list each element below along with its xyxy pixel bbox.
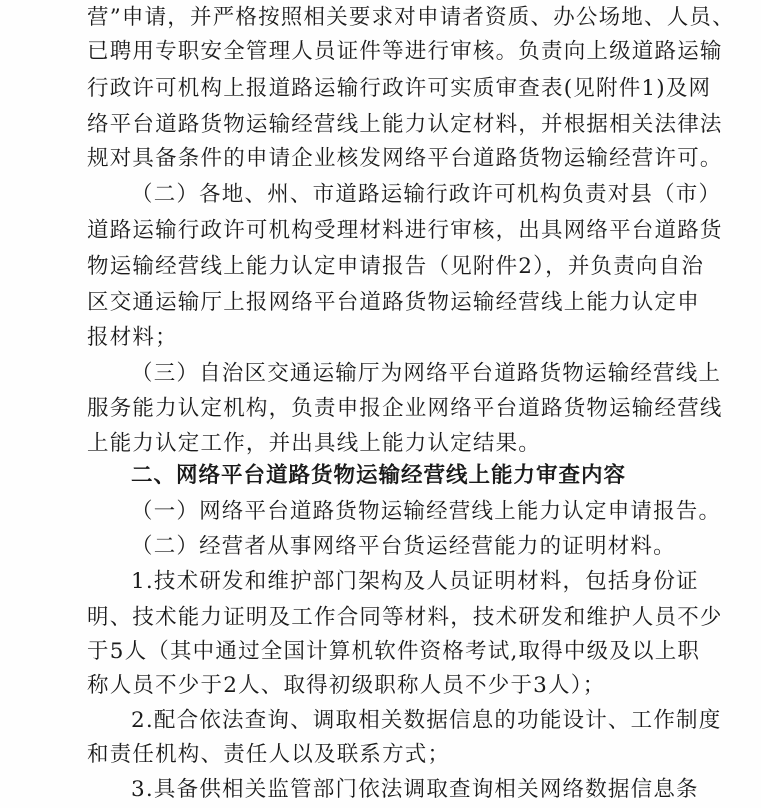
text-line: 服务能力认定机构，负责申报企业网络平台道路货物运输经营线 bbox=[87, 396, 723, 421]
text-line: 上能力认定工作，并出具线上能力认定结果。 bbox=[87, 431, 542, 456]
text-line: 3.具备供相关监管部门依法调取查询相关网络数据信息条 bbox=[131, 777, 699, 802]
text-line: 报材料； bbox=[87, 325, 178, 350]
text-line: （二）各地、州、市道路运输行政许可机构负责对县（市） bbox=[131, 182, 722, 207]
text-line: 明、技术能力证明及工作合同等材料，技术研发和维护人员不少 bbox=[87, 605, 723, 630]
text-line: 营”申请，并严格按照相关要求对申请者资质、办公场地、人员、 bbox=[87, 5, 735, 30]
text-line: 于5人（其中通过全国计算机软件资格考试,取得中级及以上职 bbox=[87, 639, 701, 664]
text-line: 络平台道路货物运输经营线上能力认定材料，并根据相关法律法 bbox=[87, 112, 723, 137]
text-line: 2.配合依法查询、调取相关数据信息的功能设计、工作制度 bbox=[131, 708, 722, 733]
text-line: 称人员不少于2人、取得初级职称人员不少于3人）； bbox=[87, 673, 606, 698]
text-line: 已聘用专职安全管理人员证件等进行审核。负责向上级道路运输 bbox=[87, 39, 723, 64]
text-line: 道路运输行政许可机构受理材料进行审核，出具网络平台道路货 bbox=[87, 218, 723, 243]
text-line: （二）经营者从事网络平台货运经营能力的证明材料。 bbox=[131, 534, 676, 559]
section-heading: 二、网络平台道路货物运输经营线上能力审查内容 bbox=[131, 463, 627, 488]
text-line: （一）网络平台道路货物运输经营线上能力认定申请报告。 bbox=[131, 499, 722, 524]
text-line: 物运输经营线上能力认定申请报告（见附件2），并负责向自治 bbox=[87, 254, 705, 279]
text-line: 和责任机构、责任人以及联系方式； bbox=[87, 742, 451, 767]
text-line: 规对具备条件的申请企业核发网络平台道路货物运输经营许可。 bbox=[87, 146, 723, 171]
text-line: 行政许可机构上报道路运输行政许可实质审查表(见附件1)及网 bbox=[87, 76, 712, 101]
text-line: 区交通运输厅上报网络平台道路货物运输经营线上能力认定申 bbox=[87, 290, 700, 315]
text-line: 1.技术研发和维护部门架构及人员证明材料，包括身份证 bbox=[131, 569, 699, 594]
text-line: （三）自治区交通运输厅为网络平台道路货物运输经营线上 bbox=[131, 361, 722, 386]
